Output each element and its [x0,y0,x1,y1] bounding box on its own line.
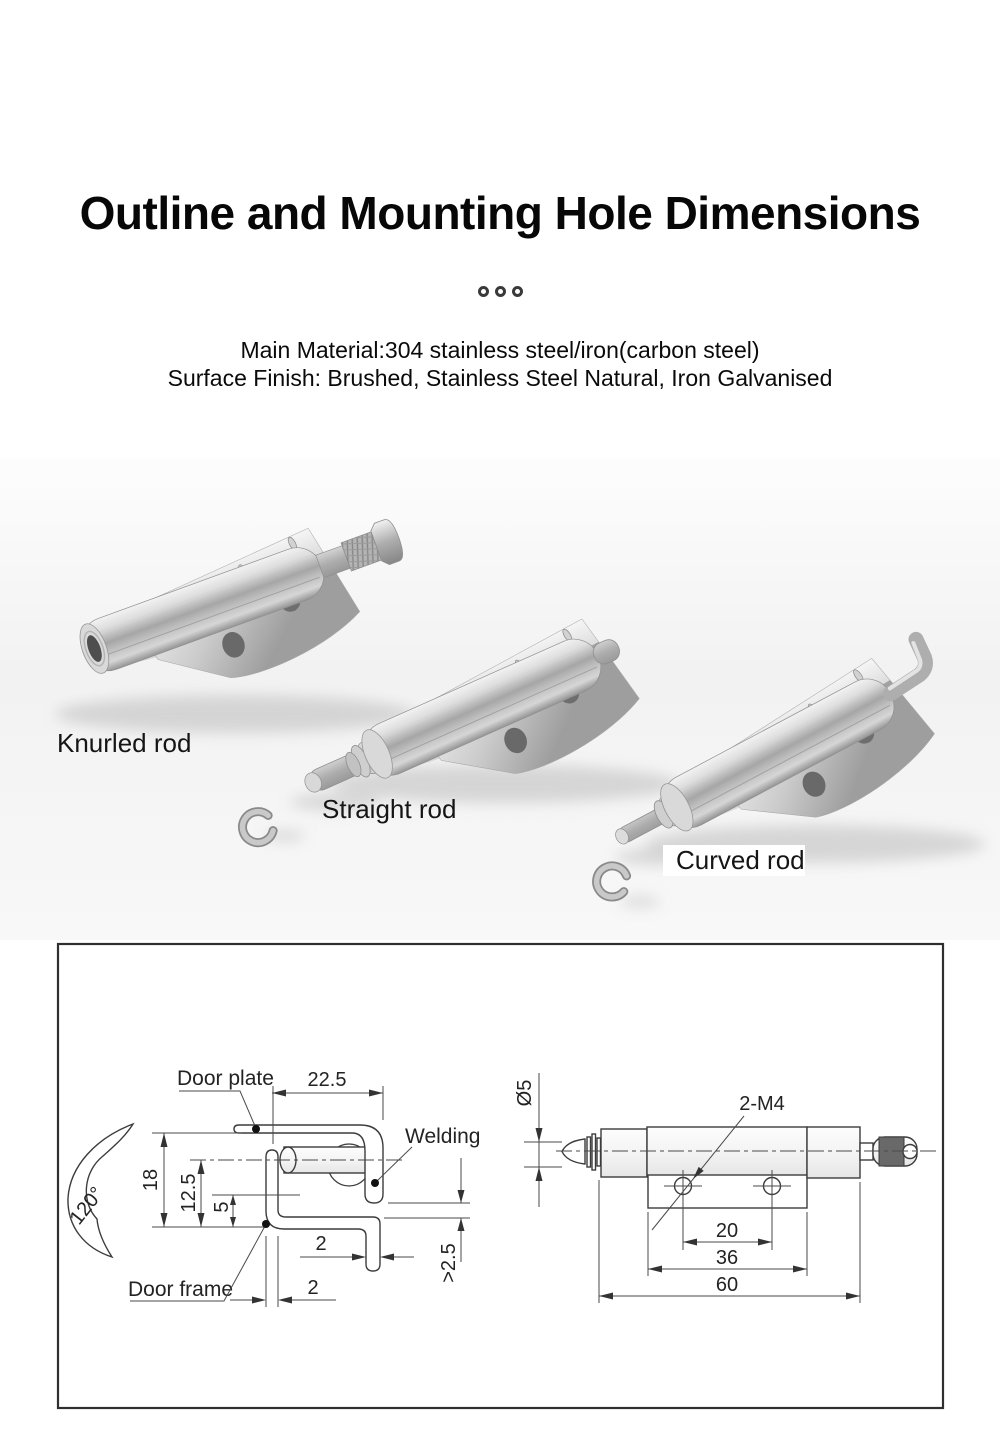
welding-label: Welding [405,1125,481,1148]
dim-body-length: 60 [715,1274,739,1296]
thread-label: 2-M4 [739,1093,785,1115]
dim-clearance: >2.5 [438,1243,460,1283]
material-line: Main Material:304 stainless steel/iron(carbon steel) [240,337,760,363]
separator-dot-icon [495,286,506,297]
finish-line: Surface Finish: Brushed, Stainless Steel Natural, Iron Galvanised [167,365,833,391]
door-frame-label: Door frame [128,1278,234,1301]
label-knurled-rod: Knurled rod [57,728,192,758]
dim-plate-width: 36 [715,1247,739,1269]
dim-frame-thickness: 2 [307,1277,319,1299]
dim-offset: 5 [211,1201,233,1213]
dim-hole-spacing: 20 [715,1220,739,1242]
dim-pin-dia: Ø5 [514,1079,536,1107]
dim-leg-thickness: 2 [315,1233,327,1255]
separator-dot-icon [512,286,523,297]
door-plate-label: Door plate [177,1067,274,1090]
label-straight-rod: Straight rod [322,794,457,824]
label-curved-rod: Curved rod [676,845,805,875]
separator-dot-icon [478,286,489,297]
technical-drawing [0,940,1000,1412]
dim-pin-center: 12.5 [178,1173,200,1213]
dim-height: 18 [140,1168,162,1192]
dim-width: 22.5 [307,1069,347,1091]
dim-angle: 120° [65,1182,109,1230]
product-photo [0,455,1000,940]
dots-separator-icon [0,286,1000,297]
page-title: Outline and Mounting Hole Dimensions [79,187,921,239]
